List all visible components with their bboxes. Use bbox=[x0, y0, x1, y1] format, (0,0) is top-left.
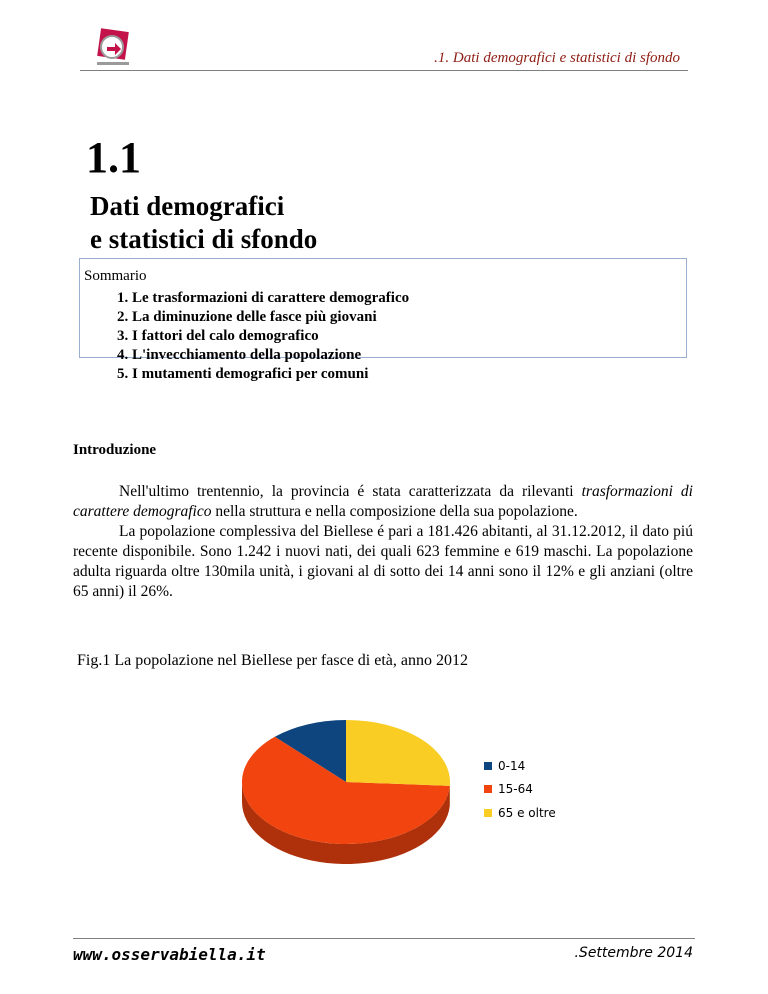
intro-p1-start: Nell'ultimo trentennio, la provincia é stata caratterizzata da rilevanti bbox=[119, 483, 582, 500]
chapter-number: 1.1 bbox=[86, 133, 141, 182]
intro-p1-end: nella struttura e nella composizione della sua popolazione. bbox=[211, 503, 578, 520]
intro-paragraph-1 bbox=[73, 482, 693, 522]
legend-swatch bbox=[484, 809, 492, 817]
summary-item: 2. La diminuzione delle fasce più giovani bbox=[117, 309, 377, 325]
legend-label: 0-14 bbox=[498, 758, 526, 773]
osservabiella-logo-icon bbox=[93, 28, 133, 68]
legend-item-65 e oltre bbox=[484, 801, 556, 825]
chapter-title-line-2: e statistici di sfondo bbox=[90, 224, 318, 254]
legend-item-15-64 bbox=[484, 778, 556, 802]
intro-paragraph-2: La popolazione complessiva del Biellese é pari a 181.426 abitanti, al 31.12.2012, il dato piú recente disponibile. Sono 1.242 i nuovi nati, dei quali 623 femmine e 619 maschi. La popolazione adulta riguarda oltre 130mila unità, i giovani al di sotto dei 14 anni sono il 12% e gli anziani (oltre 65 anni) il 26%. bbox=[73, 523, 693, 600]
legend-label: 15-64 bbox=[498, 782, 533, 797]
figure-caption: Fig.1 La popolazione nel Biellese per fasce di età, anno 2012 bbox=[77, 652, 468, 669]
running-header: .1. Dati demografici e statistici di sfondo bbox=[434, 50, 680, 66]
summary-item: 4. L'invecchiamento della popolazione bbox=[117, 347, 362, 363]
summary-item: 1. Le trasformazioni di carattere demografico bbox=[117, 290, 410, 306]
summary-item: 3. I fattori del calo demografico bbox=[117, 328, 319, 344]
legend-swatch bbox=[484, 762, 492, 770]
legend-swatch bbox=[484, 785, 492, 793]
footer-website: www.osservabiella.it bbox=[73, 945, 266, 964]
chapter-title-line-1: Dati demografici bbox=[90, 191, 285, 221]
summary-item: 5. I mutamenti demografici per comuni bbox=[117, 366, 369, 382]
chart-legend bbox=[484, 754, 556, 825]
intro-heading: Introduzione bbox=[73, 442, 157, 458]
intro-p1-emphasis: trasformazioni di carattere demografico bbox=[73, 483, 693, 520]
summary-heading: Sommario bbox=[84, 268, 147, 284]
summary-list bbox=[117, 289, 409, 384]
pie-slice-65 e oltre bbox=[346, 720, 450, 786]
footer-date: .Settembre 2014 bbox=[574, 945, 693, 961]
chapter-title bbox=[90, 190, 317, 256]
legend-item-0-14 bbox=[484, 754, 556, 778]
legend-label: 65 e oltre bbox=[498, 805, 556, 820]
pie-chart bbox=[236, 716, 476, 871]
footer-divider bbox=[73, 938, 695, 939]
header-divider bbox=[80, 70, 688, 71]
intro-body bbox=[73, 482, 693, 602]
